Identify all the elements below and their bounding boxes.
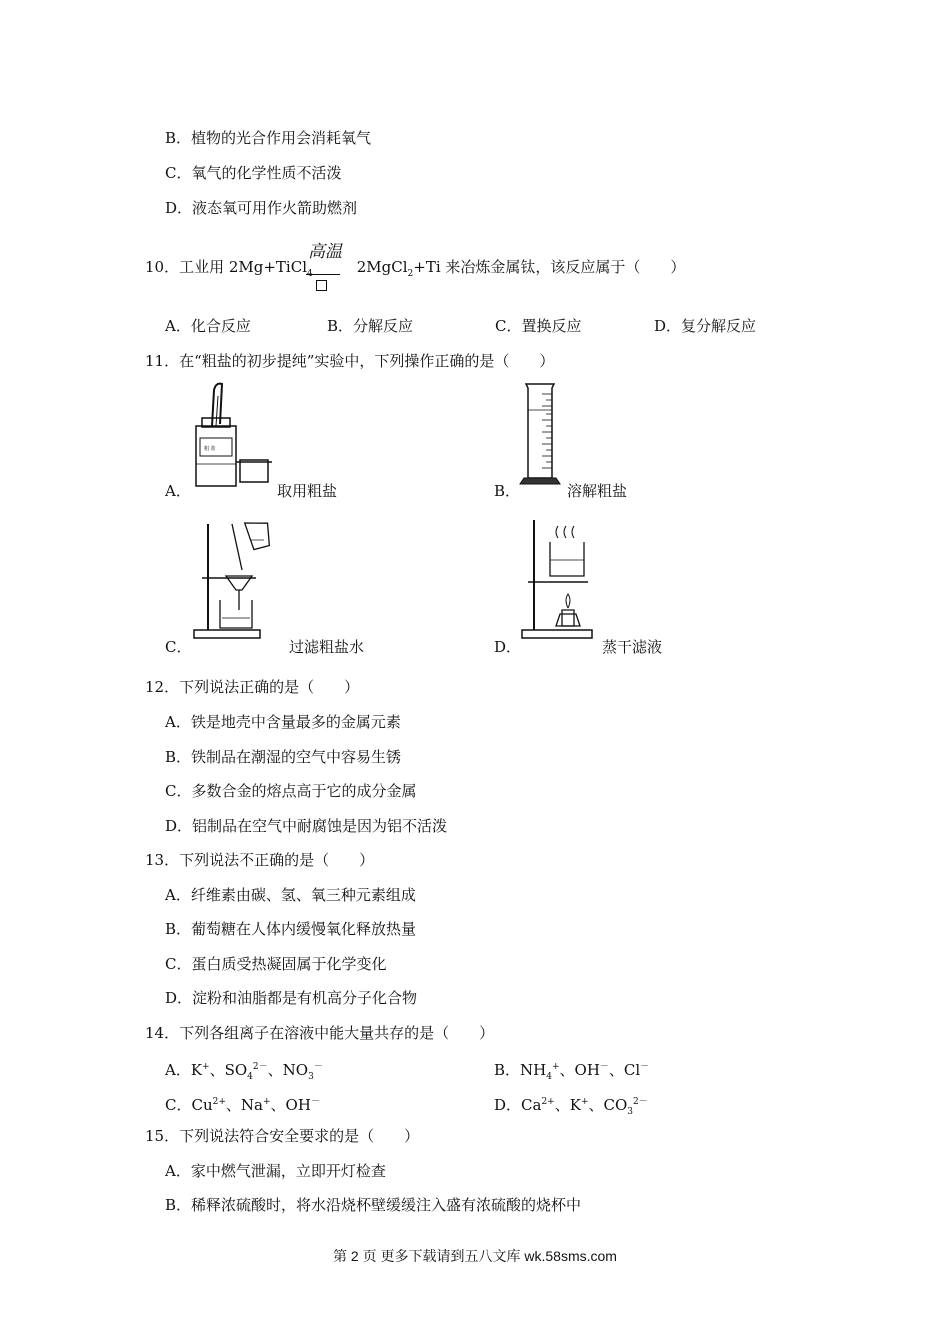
q14-stem: 14．下列各组离子在溶液中能大量共存的是（ ） bbox=[145, 1024, 495, 1042]
q15-option-b: B．稀释浓硫酸时，将水沿烧杯壁缓缓注入盛有浓硫酸的烧杯中 bbox=[165, 1196, 582, 1214]
q14-option-d: D．$Ca^{2+}$、K+、$CO_3^{2-}$ bbox=[494, 1096, 648, 1117]
q15-option-a: A．家中燃气泄漏，立即开灯检查 bbox=[165, 1162, 386, 1180]
q11-option-b-letter: B． bbox=[494, 482, 521, 500]
q14-c-cu: C．Cu bbox=[165, 1096, 213, 1114]
q13-option-d: D．淀粉和油脂都是有机高分子化合物 bbox=[165, 989, 418, 1007]
q10-option-a: A．化合反应 bbox=[165, 317, 251, 335]
q12-stem: 12．下列说法正确的是（ ） bbox=[145, 678, 360, 696]
q11-option-c-text: 过滤粗盐水 bbox=[289, 638, 365, 656]
q12-option-b: B．铁制品在潮湿的空气中容易生锈 bbox=[165, 748, 402, 766]
q10-sub4: 4 bbox=[307, 269, 313, 279]
q10-placeholder-box bbox=[316, 280, 327, 291]
svg-text:粗 盐: 粗 盐 bbox=[204, 446, 216, 452]
q10-suffix: +Ti 来冶炼金属钛，该反应属于（ ） bbox=[413, 258, 686, 276]
q11-option-b-text: 溶解粗盐 bbox=[567, 482, 628, 500]
q13-option-a: A．纤维素由碳、氢、氧三种元素组成 bbox=[165, 886, 416, 904]
q11-figure-d-evaporation bbox=[518, 518, 598, 642]
q11-option-d-text: 蒸干滤液 bbox=[602, 638, 663, 656]
page-footer: 第 2 页 更多下载请到五八文库 wk.58sms.com bbox=[333, 1248, 617, 1264]
q13-stem: 13．下列说法不正确的是（ ） bbox=[145, 851, 375, 869]
q12-option-d: D．铝制品在空气中耐腐蚀是因为铝不活泼 bbox=[165, 817, 448, 835]
q10-stem bbox=[145, 257, 685, 284]
q11-option-a-letter: A． bbox=[165, 482, 191, 500]
q12-option-a: A．铁是地壳中含量最多的金属元素 bbox=[165, 713, 401, 731]
q10-option-b: B．分解反应 bbox=[327, 317, 414, 335]
q10-condition: 高温 bbox=[308, 242, 342, 262]
q11-option-c-letter: C． bbox=[165, 638, 192, 656]
q13-option-c: C．蛋白质受热凝固属于化学变化 bbox=[165, 955, 387, 973]
q15-stem: 15．下列说法符合安全要求的是（ ） bbox=[145, 1127, 420, 1145]
q14-option-c: C．$Cu^{2+}$、Na+、OH－ bbox=[165, 1096, 320, 1114]
q14-option-b: B．$NH_4^+$、OH－、Cl－ bbox=[494, 1061, 650, 1082]
q11-option-a-text: 取用粗盐 bbox=[277, 482, 338, 500]
q10-reaction-bar bbox=[306, 274, 340, 275]
q10-option-c: C．置换反应 bbox=[495, 317, 582, 335]
q12-option-c: C．多数合金的熔点高于它的成分金属 bbox=[165, 782, 417, 800]
q14-b-nh: B．NH bbox=[494, 1061, 547, 1079]
q9-option-d: D．液态氧可用作火箭助燃剂 bbox=[165, 199, 358, 217]
q10-sub2: 2 bbox=[407, 269, 414, 279]
q11-stem: 11．在“粗盐的初步提纯”实验中，下列操作正确的是（ ） bbox=[145, 352, 555, 370]
q10-option-d: D．复分解反应 bbox=[654, 317, 757, 335]
q13-option-b: B．葡萄糖在人体内缓慢氧化释放热量 bbox=[165, 920, 417, 938]
q11-figure-b-graduated-cylinder bbox=[516, 380, 566, 492]
q14-a-k: A．K bbox=[165, 1061, 203, 1079]
q14-option-a: A．K+、$SO_4^{2-}$、$NO_3^-$ bbox=[165, 1061, 323, 1082]
q11-option-d-letter: D． bbox=[494, 638, 522, 656]
q11-figure-a-bottle-spoon bbox=[190, 382, 280, 490]
q10-prefix: 10．工业用 2Mg+TiCl bbox=[145, 258, 308, 276]
q11-figure-c-filtration bbox=[190, 518, 270, 642]
q9-option-b: B．植物的光合作用会消耗氧气 bbox=[165, 129, 372, 147]
q9-option-c: C．氧气的化学性质不活泼 bbox=[165, 164, 342, 182]
q10-mid: 2MgCl bbox=[356, 258, 408, 276]
q14-d-ca: D．Ca bbox=[494, 1096, 542, 1114]
